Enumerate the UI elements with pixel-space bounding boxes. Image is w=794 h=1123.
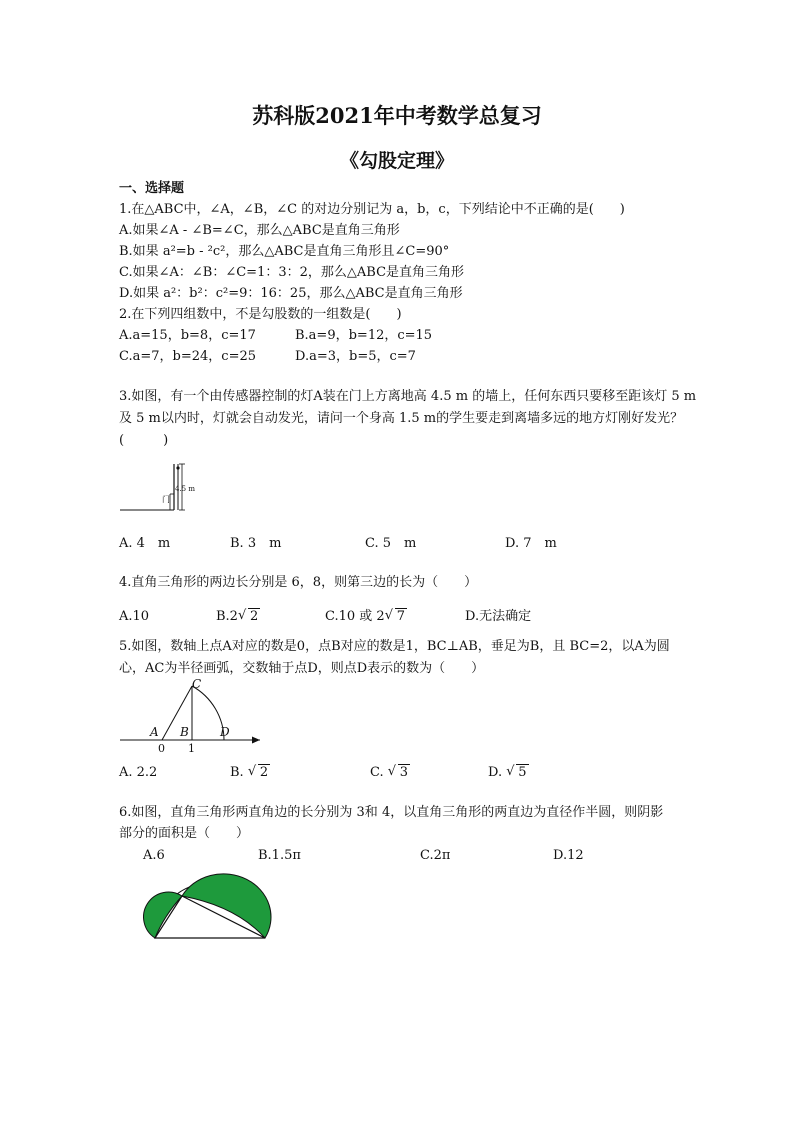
q1-option-b: B.如果 a²=b - ²c²，那么△ABC是直角三角形且∠C=90°: [119, 244, 450, 259]
q5-option-d: [488, 764, 529, 782]
section-heading: 一、选择题: [119, 181, 185, 196]
q3-option-b: B. 3 m: [230, 536, 282, 551]
q5-stem-line1: 5.如图，数轴上点A对应的数是0，点B对应的数是1，BC⊥AB，垂足为B，且 BC=2，以A为圆: [119, 639, 670, 654]
q3-stem: 3.如图，有一个由传感器控制的灯A装在门上方离地高 4.5 m 的墙上，任何东西只要移至距该灯 5 m及 5 m以内时，灯就会自动发光，请问一个身高 1.5 m的学生要走到离墙多远的地方灯刚好发光？( ): [119, 389, 697, 448]
shaded-region-right: [182, 874, 271, 938]
q5-option-b-prefix: B.: [230, 765, 244, 780]
q5-option-b-radicand: 2: [259, 765, 269, 780]
q5-label-d: D: [220, 725, 230, 739]
q6-figure: [140, 868, 270, 944]
q2-option-c: C.a=7，b=24，c=25: [119, 349, 257, 364]
q4-option-c-radicand: 7: [396, 609, 405, 624]
q1-option-c: C.如果∠A：∠B：∠C=1：3：2，那么△ABC是直角三角形: [119, 265, 465, 280]
q4-option-b: [216, 608, 260, 626]
q2-option-b: B.a=9，b=12，c=15: [295, 328, 433, 343]
sqrt-icon: [385, 608, 407, 626]
q6-option-b: B.1.5π: [258, 848, 301, 863]
q5-option-c-prefix: C.: [370, 765, 384, 780]
q5-tick-1: 1: [188, 742, 195, 755]
page-title: 苏科版2021年中考数学总复习: [252, 103, 542, 128]
q4-option-c: [325, 608, 407, 626]
sqrt-icon: [248, 764, 270, 782]
q5-option-b: [230, 764, 270, 782]
q6-option-a: A.6: [143, 848, 165, 863]
q3-option-d: D. 7 m: [505, 536, 557, 551]
q1-option-d: D.如果 a²：b²：c²=9：16：25，那么△ABC是直角三角形: [119, 286, 463, 301]
q3-fig-door-label: 门: [162, 495, 170, 504]
lamp-icon: [176, 466, 179, 469]
q3-fig-height-label: 4.5 m: [175, 485, 195, 493]
q5-stem-line2: 心，AC为半径画弧，交数轴于点D，则点D表示的数为（ ）: [119, 661, 485, 676]
sqrt-icon: [506, 764, 528, 782]
q5-option-c: [370, 764, 410, 782]
q5-option-d-prefix: D.: [488, 765, 503, 780]
shaded-region-left: [144, 892, 182, 938]
q2-option-a: A.a=15，b=8，c=17: [119, 328, 256, 343]
q5-label-b: B: [180, 725, 189, 739]
q4-option-a: A.10: [119, 609, 150, 624]
q3-option-a: A. 4 m: [119, 536, 171, 551]
q2-option-d: D.a=3，b=5，c=7: [295, 349, 416, 364]
sqrt-icon: [388, 764, 410, 782]
q5-label-a: A: [150, 725, 159, 739]
q5-tick-0: 0: [158, 742, 165, 755]
q5-option-d-radicand: 5: [518, 765, 527, 780]
q6-stem-line2: 部分的面积是（ ）: [119, 826, 250, 841]
q2-stem: 2.在下列四组数中，不是勾股数的一组数是( ): [119, 307, 402, 322]
q1-option-a: A.如果∠A - ∠B=∠C，那么△ABC是直角三角形: [119, 223, 400, 238]
q4-option-c-prefix: C.10 或 2: [325, 609, 385, 624]
q4-stem: 4.直角三角形的两边长分别是 6，8，则第三边的长为（ ）: [119, 575, 478, 590]
q5-option-c-radicand: 3: [399, 765, 409, 780]
q5-option-a: A. 2.2: [119, 765, 158, 780]
q4-option-b-prefix: B.2: [216, 609, 238, 624]
q3-figure: [120, 458, 210, 518]
page-subtitle: 《勾股定理》: [339, 150, 454, 172]
q1-stem: 1.在△ABC中，∠A，∠B，∠C 的对边分别记为 a，b，c，下列结论中不正确的是( ): [119, 202, 625, 217]
q5-label-c: C: [192, 677, 202, 691]
q6-option-c: C.2π: [420, 848, 451, 863]
q5-figure: [120, 678, 270, 756]
sqrt-icon: [238, 608, 260, 626]
q4-option-d: D.无法确定: [465, 609, 532, 624]
q4-option-b-radicand: 2: [249, 609, 259, 624]
q3-option-c: C. 5 m: [365, 536, 417, 551]
q6-stem-line1: 6.如图，直角三角形两直角边的长分别为 3和 4，以直角三角形的两直边为直径作半圆，则阴影: [119, 805, 664, 820]
q6-option-d: D.12: [553, 848, 584, 863]
